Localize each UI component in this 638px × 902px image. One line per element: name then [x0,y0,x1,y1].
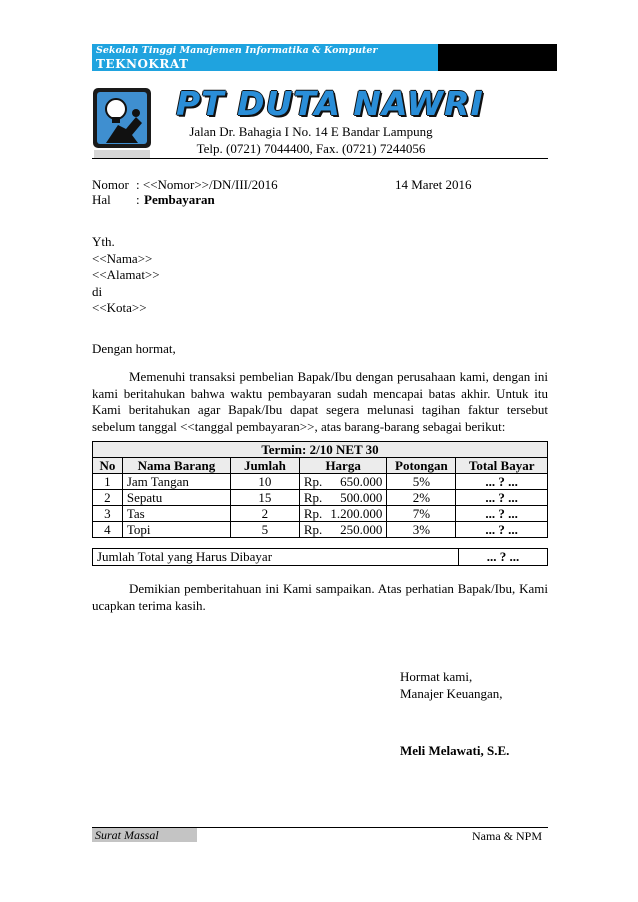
col-header: Potongan [387,458,456,474]
cell-potongan: 3% [387,522,456,538]
company-address: Jalan Dr. Bahagia I No. 14 E Bandar Lampung [189,124,433,139]
cell-total: ... ? ... [456,522,548,538]
school-name: Sekolah Tinggi Manajemen Informatika & Komputer [96,45,378,56]
cell-total: ... ? ... [456,490,548,506]
hal-colon: : [136,192,140,207]
total-row [93,549,548,566]
hal-label: Hal [92,192,111,207]
hal-value: Pembayaran [144,192,215,207]
cell-harga [299,522,387,538]
cell-no: 4 [93,522,123,538]
col-header: Harga [299,458,387,474]
company-address-block [176,123,446,157]
col-header: Nama Barang [122,458,230,474]
harga-value: 1.200.000 [330,506,383,521]
cell-total: ... ? ... [456,506,548,522]
total-value: ... ? ... [459,549,548,566]
school-header-black [438,44,557,71]
table-row [93,522,548,538]
signature-position: Manajer Keuangan, [400,686,503,701]
cell-nama: Topi [122,522,230,538]
currency: Rp. [303,474,323,489]
body-paragraph: Memenuhi transaksi pembelian Bapak/Ibu dengan perusahaan kami, dengan ini kami beritahukan bahwa waktu pembayaran sudah mencapai batas akhir. Untuk itu Kami beritahukan agar Bapak/Ibu dapat segera melunasi tagihan faktur tersebut sebelum tanggal <<tanggal pembayaran>>, atas barang-barang sebagai berikut: [92,369,548,434]
recipient-line: <<Kota>> [92,300,147,315]
cell-jumlah: 15 [230,490,299,506]
recipient-line: <<Alamat>> [92,267,160,282]
cell-harga [299,490,387,506]
cell-potongan: 7% [387,506,456,522]
harga-value: 500.000 [340,490,383,505]
recipient-line: Yth. [92,234,115,249]
currency: Rp. [303,490,323,505]
recipient-line: di [92,284,103,299]
cell-no: 1 [93,474,123,490]
cell-potongan: 2% [387,490,456,506]
col-header: No [93,458,123,474]
school-brand: TEKNOKRAT [96,57,189,71]
table-title: Termin: 2/10 NET 30 [93,442,548,458]
cell-jumlah: 5 [230,522,299,538]
signature-name: Meli Melawati, S.E. [400,743,510,758]
cell-jumlah: 2 [230,506,299,522]
recipient-line: <<Nama>> [92,251,153,266]
company-name: PT DUTA NAWRI [176,84,484,123]
payment-table [92,441,548,538]
letter-date: 14 Maret 2016 [395,177,472,192]
table-row [93,474,548,490]
footer-left-label: Surat Massal [92,828,197,842]
total-label: Jumlah Total yang Harus Dibayar [93,549,459,566]
cell-nama: Tas [122,506,230,522]
col-header: Jumlah [230,458,299,474]
cell-no: 3 [93,506,123,522]
lightbulb-figure-logo-icon [92,87,154,161]
col-header: Total Bayar [456,458,548,474]
nomor-value: : <<Nomor>>/DN/III/2016 [136,177,278,192]
cell-jumlah: 10 [230,474,299,490]
company-phone: Telp. (0721) 7044400, Fax. (0721) 7244056 [196,141,426,156]
signature-closing: Hormat kami, [400,669,473,684]
table-header-row [93,458,548,474]
currency: Rp. [303,506,323,521]
harga-value: 650.000 [340,474,383,489]
cell-potongan: 5% [387,474,456,490]
cell-harga [299,506,387,522]
nomor-label: Nomor [92,177,129,192]
letterhead-divider [92,158,548,159]
currency: Rp. [303,522,323,537]
cell-no: 2 [93,490,123,506]
closing-paragraph: Demikian pemberitahuan ini Kami sampaikan. Atas perhatian Bapak/Ibu, Kami ucapkan terima kasih. [92,581,548,613]
table-row [93,490,548,506]
school-header-bar [92,44,557,71]
school-header-blue [92,44,438,71]
greeting: Dengan hormat, [92,341,176,356]
cell-nama: Sepatu [122,490,230,506]
table-row [93,506,548,522]
footer-right-label: Nama & NPM [472,829,542,843]
cell-nama: Jam Tangan [122,474,230,490]
total-table [92,548,548,566]
harga-value: 250.000 [340,522,383,537]
cell-total: ... ? ... [456,474,548,490]
cell-harga [299,474,387,490]
